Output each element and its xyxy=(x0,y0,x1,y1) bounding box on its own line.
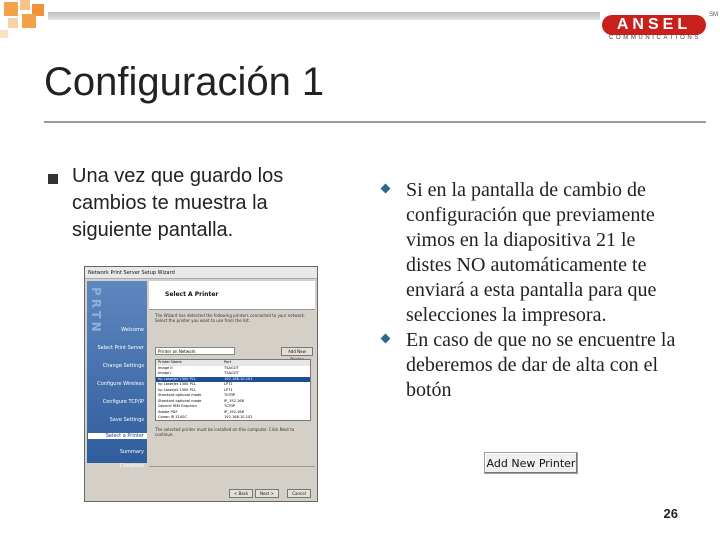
add-new-printer-button[interactable]: Add New Printer xyxy=(484,452,578,474)
right-bullet-item xyxy=(378,178,678,328)
sidebar-item-select-print-server: Select Print Server xyxy=(97,345,144,351)
right-bullet-list xyxy=(378,178,678,403)
table-cell: IP_192.168 xyxy=(224,409,244,414)
table-header-cell: Port xyxy=(224,360,232,364)
table-cell: TSAGOT xyxy=(224,365,239,370)
screenshot-header xyxy=(149,281,315,310)
right-bullet-item xyxy=(378,328,678,403)
table-cell: Generic IBM Graphics xyxy=(158,404,197,408)
table-cell: Canon IR 3100C xyxy=(158,415,187,419)
screenshot-cancel-button: Cancel xyxy=(287,489,311,498)
diamond-bullet-icon xyxy=(381,334,391,344)
bullet-square-icon xyxy=(48,174,58,184)
table-cell: IP_192.168 xyxy=(224,398,244,403)
screenshot-sidebar xyxy=(87,281,147,469)
table-cell: hp LaserJet 1300 PCL xyxy=(158,382,197,386)
page-number: 26 xyxy=(663,506,678,521)
table-header-cell: Printer Name xyxy=(158,360,182,364)
sidebar-item-welcome: Welcome xyxy=(121,327,144,333)
decorative-square xyxy=(4,2,18,16)
sidebar-item-configure-wireless: Configure Wireless xyxy=(97,381,144,387)
table-cell: LPT1 xyxy=(224,382,233,386)
table-cell: hp LaserJet 1300 PCL xyxy=(158,387,197,392)
title-underline xyxy=(44,121,706,123)
screenshot-next-button: Next > xyxy=(255,489,279,498)
logo-subtitle: COMMUNICATIONS xyxy=(609,35,701,41)
ansel-logo xyxy=(600,12,718,42)
logo-wordmark: ANSEL xyxy=(602,15,706,35)
sidebar-brand: PRTN xyxy=(89,287,103,335)
diamond-bullet-icon xyxy=(381,184,391,194)
table-cell: 192.168.10.101 xyxy=(224,376,253,381)
slide-title: Configuración 1 xyxy=(44,60,325,104)
right-bullet-text: En caso de que no se encuentre la deberemos de dar de alta con el botón xyxy=(406,329,676,401)
table-cell: Adobe PDF xyxy=(158,409,178,414)
table-row xyxy=(156,415,310,421)
screenshot-footer-rule xyxy=(149,466,315,467)
sidebar-item-save-settings: Save Settings xyxy=(109,417,144,423)
table-cell: TCP/IP xyxy=(224,393,236,397)
decorative-square xyxy=(20,0,30,10)
sidebar-item-select-printer: Select a Printer xyxy=(88,433,147,439)
screenshot-description: The Wizard has detected the following printers connected to your network. Select the printer you want to use from the list. xyxy=(155,313,306,323)
table-cell: Standard optional mode xyxy=(158,398,202,403)
table-cell: TSAGOT xyxy=(224,371,239,375)
screenshot-filter-select: Printer on Network xyxy=(155,347,235,355)
sidebar-item-complete: Complete xyxy=(119,463,144,469)
table-cell: Image I xyxy=(158,371,172,375)
table-cell: hp LaserJet 1300 PCL xyxy=(158,376,197,381)
screenshot-window-title: Network Print Server Setup Wizard xyxy=(85,267,317,279)
logo-service-mark: SM xyxy=(709,12,718,18)
screenshot-add-printer-button: Add New xyxy=(281,347,313,356)
table-cell: Image II xyxy=(158,365,173,370)
right-bullet-text: Si en la pantalla de cambio de configuración que previamente vimos en la diapositiva 21 le distes NO automáticamente te enviará a esta pantalla para que selecciones la impresora. xyxy=(406,179,657,326)
table-cell: TCP/IP xyxy=(224,404,236,408)
screenshot-printer-table xyxy=(155,359,311,421)
table-cell: Standard optional mode xyxy=(158,393,202,397)
screenshot-back-button: < Back xyxy=(229,489,253,498)
sidebar-item-change-settings: Change Settings xyxy=(102,363,144,369)
sidebar-item-configure-tcpip: Configure TCP/IP xyxy=(102,399,144,405)
decorative-square xyxy=(22,14,36,28)
sidebar-item-summary: Summary xyxy=(119,449,144,455)
embedded-screenshot xyxy=(84,266,318,502)
decorative-square xyxy=(0,30,8,38)
table-cell: LPT1 xyxy=(224,387,233,392)
left-bullet-text: Una vez que guardo los cambios te muestra la siguiente pantalla. xyxy=(72,165,284,241)
header-rule xyxy=(48,12,600,20)
table-cell: 192.168.10.102 xyxy=(224,415,253,419)
screenshot-heading: Select A Printer xyxy=(165,291,219,298)
decorative-square xyxy=(8,18,18,28)
screenshot-note: The selected printer must be installed on this computer. Click Next to continue. xyxy=(155,427,295,437)
